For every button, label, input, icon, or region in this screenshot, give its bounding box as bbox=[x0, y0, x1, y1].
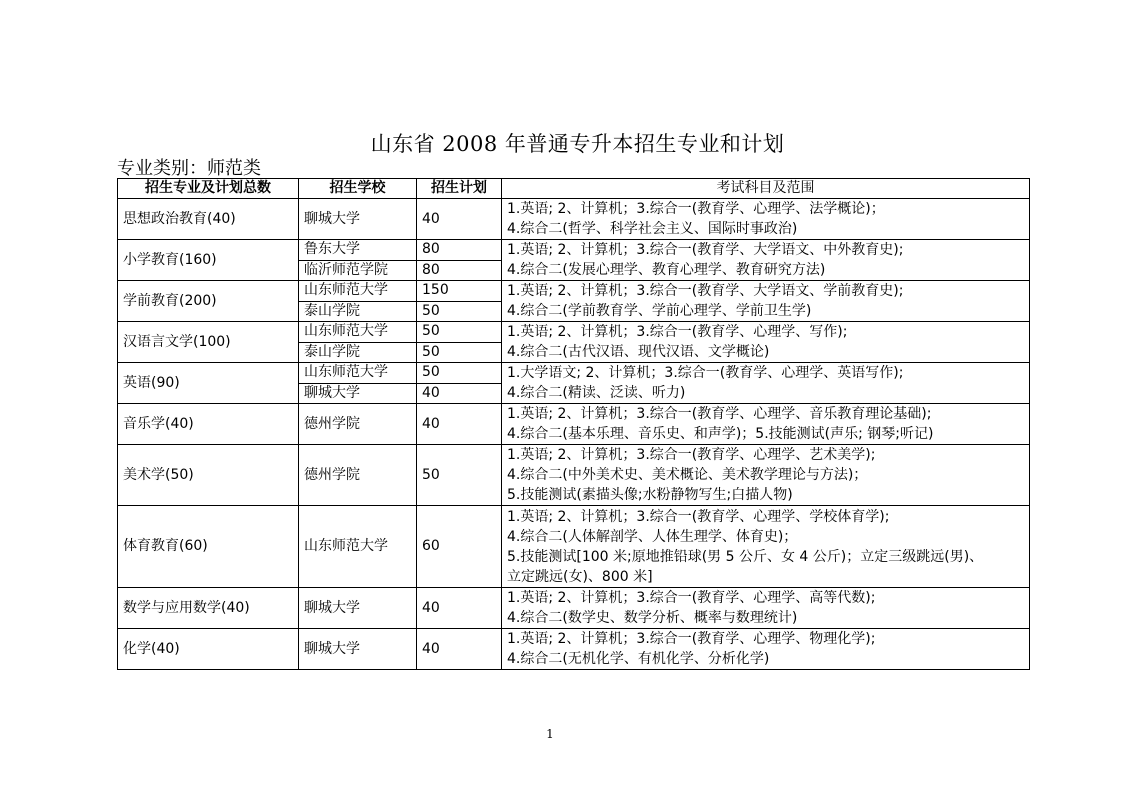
enrollment-plan-table bbox=[117, 178, 1030, 670]
school-cell: 山东师范大学 bbox=[299, 363, 417, 384]
exam-line: 1.英语; 2、计算机；3.综合一(教育学、心理学、艺术美学); bbox=[507, 447, 876, 463]
table-row bbox=[118, 588, 1030, 629]
major-cell: 音乐学(40) bbox=[118, 404, 299, 445]
school-cell: 聊城大学 bbox=[299, 629, 417, 670]
major-cell: 小学教育(160) bbox=[118, 240, 299, 281]
plan-cell: 40 bbox=[417, 383, 502, 404]
major-cell: 数学与应用数学(40) bbox=[118, 588, 299, 629]
exam-line: 4.综合二(人体解剖学、人体生理学、体育史)； bbox=[507, 528, 798, 545]
table-row bbox=[118, 363, 1030, 384]
plan-cell: 80 bbox=[417, 260, 502, 281]
school-cell: 临沂师范学院 bbox=[299, 260, 417, 281]
exam-line: 4.综合二(古代汉语、现代汉语、文学概论) bbox=[507, 344, 770, 360]
school-cell: 德州学院 bbox=[299, 445, 417, 506]
exam-line: 1.英语; 2、计算机；3.综合一(教育学、心理学、高等代数); bbox=[507, 590, 876, 606]
table-header-row bbox=[118, 179, 1030, 199]
table-row bbox=[118, 281, 1030, 302]
exam-line: 1.大学语文; 2、计算机；3.综合一(教育学、心理学、英语写作); bbox=[507, 365, 904, 381]
plan-cell: 40 bbox=[417, 199, 502, 240]
exam-line: 1.英语; 2、计算机；3.综合一(教育学、心理学、音乐教育理论基础); bbox=[507, 406, 932, 422]
plan-cell: 50 bbox=[417, 445, 502, 506]
exam-line: 1.英语; 2、计算机；3.综合一(教育学、心理学、写作); bbox=[507, 324, 848, 340]
school-cell: 山东师范大学 bbox=[299, 506, 417, 588]
major-cell: 化学(40) bbox=[118, 629, 299, 670]
category-label: 专业类别：师范类 bbox=[117, 158, 261, 179]
exam-line: 4.综合二(中外美术史、美术概论、美术教学理论与方法)； bbox=[507, 467, 868, 483]
exam-cell bbox=[502, 588, 1030, 629]
table-row bbox=[118, 404, 1030, 445]
major-cell: 汉语言文学(100) bbox=[118, 322, 299, 363]
plan-cell: 80 bbox=[417, 240, 502, 261]
table-row bbox=[118, 322, 1030, 343]
exam-line: 4.综合二(基本乐理、音乐史、和声学)；5.技能测试(声乐; 钢琴;听记) bbox=[507, 426, 934, 442]
school-cell: 德州学院 bbox=[299, 404, 417, 445]
table-row bbox=[118, 445, 1030, 506]
major-cell: 学前教育(200) bbox=[118, 281, 299, 322]
exam-line: 4.综合二(哲学、科学社会主义、国际时事政治) bbox=[507, 221, 798, 237]
plan-cell: 40 bbox=[417, 629, 502, 670]
exam-cell bbox=[502, 506, 1030, 588]
plan-cell: 40 bbox=[417, 404, 502, 445]
table-row bbox=[118, 629, 1030, 670]
exam-line: 5.技能测试(素描头像;水粉静物写生;白描人物) bbox=[507, 487, 793, 503]
major-cell: 体育教育(60) bbox=[118, 506, 299, 588]
plan-cell: 50 bbox=[417, 342, 502, 363]
major-cell: 思想政治教育(40) bbox=[118, 199, 299, 240]
school-cell: 泰山学院 bbox=[299, 342, 417, 363]
exam-cell bbox=[502, 629, 1030, 670]
table-row bbox=[118, 506, 1030, 588]
table-row bbox=[118, 199, 1030, 240]
exam-cell bbox=[502, 322, 1030, 363]
exam-cell bbox=[502, 363, 1030, 404]
school-cell: 聊城大学 bbox=[299, 588, 417, 629]
plan-cell: 150 bbox=[417, 281, 502, 302]
major-cell: 美术学(50) bbox=[118, 445, 299, 506]
exam-line: 1.英语; 2、计算机；3.综合一(教育学、大学语文、中外教育史); bbox=[507, 242, 904, 258]
plan-cell: 50 bbox=[417, 301, 502, 322]
exam-line: 1.英语; 2、计算机；3.综合一(教育学、心理学、物理化学); bbox=[507, 631, 876, 647]
header-school: 招生学校 bbox=[299, 179, 417, 199]
exam-line: 立定跳远(女)、800 米] bbox=[507, 568, 653, 585]
exam-line: 4.综合二(发展心理学、教育心理学、教育研究方法) bbox=[507, 262, 826, 278]
exam-line: 1.英语; 2、计算机；3.综合一(教育学、大学语文、学前教育史); bbox=[507, 283, 904, 299]
major-cell: 英语(90) bbox=[118, 363, 299, 404]
plan-cell: 50 bbox=[417, 363, 502, 384]
exam-cell bbox=[502, 240, 1030, 281]
document-title: 山东省 2008 年普通专升本招生专业和计划 bbox=[370, 132, 785, 156]
school-cell: 鲁东大学 bbox=[299, 240, 417, 261]
exam-cell bbox=[502, 445, 1030, 506]
school-cell: 山东师范大学 bbox=[299, 281, 417, 302]
page-number: 1 bbox=[546, 727, 554, 741]
exam-line: 4.综合二(数学史、数学分析、概率与数理统计) bbox=[507, 610, 798, 626]
exam-line: 4.综合二(学前教育学、学前心理学、学前卫生学) bbox=[507, 303, 812, 319]
exam-cell bbox=[502, 199, 1030, 240]
header-plan: 招生计划 bbox=[417, 179, 502, 199]
table-row bbox=[118, 240, 1030, 261]
exam-line: 4.综合二(无机化学、有机化学、分析化学) bbox=[507, 651, 770, 667]
exam-line: 4.综合二(精读、泛读、听力) bbox=[507, 385, 686, 401]
plan-cell: 60 bbox=[417, 506, 502, 588]
plan-cell: 40 bbox=[417, 588, 502, 629]
header-exam: 考试科目及范围 bbox=[502, 179, 1030, 199]
school-cell: 泰山学院 bbox=[299, 301, 417, 322]
school-cell: 聊城大学 bbox=[299, 199, 417, 240]
exam-cell bbox=[502, 404, 1030, 445]
exam-line: 1.英语; 2、计算机；3.综合一(教育学、心理学、学校体育学); bbox=[507, 508, 890, 525]
exam-line: 5.技能测试[100 米;原地推铅球(男 5 公斤、女 4 公斤)；立定三级跳远(男)、 bbox=[507, 548, 984, 565]
plan-cell: 50 bbox=[417, 322, 502, 343]
school-cell: 聊城大学 bbox=[299, 383, 417, 404]
header-major: 招生专业及计划总数 bbox=[118, 179, 299, 199]
exam-line: 1.英语; 2、计算机；3.综合一(教育学、心理学、法学概论)； bbox=[507, 201, 885, 217]
school-cell: 山东师范大学 bbox=[299, 322, 417, 343]
exam-cell bbox=[502, 281, 1030, 322]
